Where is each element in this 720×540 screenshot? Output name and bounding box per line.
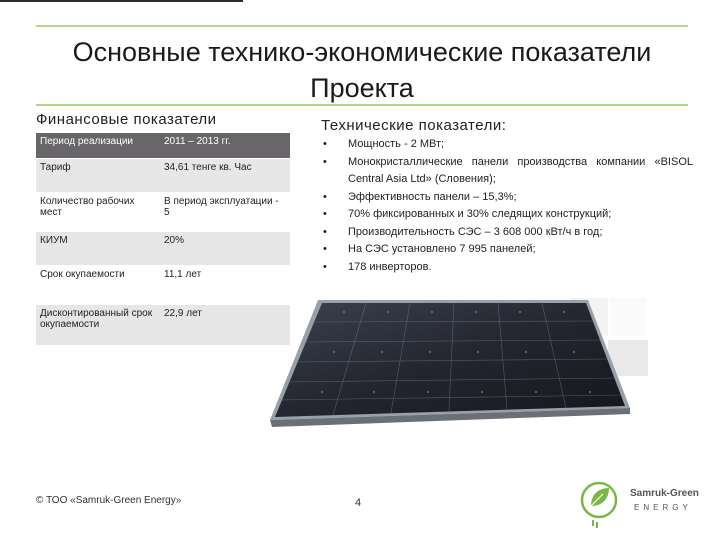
table-cell-label: КИУМ: [36, 232, 160, 266]
table-cell-value: В период эксплуатации - 5: [160, 193, 290, 232]
logo-name: Samruk-Green: [630, 488, 699, 499]
list-item-text: Монокристаллические панели производства компании «BISOL Central Asia Ltd» (Словения);: [348, 155, 693, 185]
list-item-text: 178 инверторов.: [348, 260, 432, 273]
footer-copyright: © ТОО «Samruk-Green Energy»: [36, 495, 182, 506]
list-item-text: Производительность СЭС – 3 608 000 кВт/ч в год;: [348, 225, 603, 238]
title-top-rule: [36, 25, 688, 27]
table-row: [36, 266, 290, 305]
list-item: [323, 189, 693, 207]
table-row: [36, 232, 290, 266]
bullet-icon: •: [323, 208, 327, 220]
page-number: 4: [355, 497, 362, 509]
table-row: [36, 159, 290, 193]
list-item: [323, 206, 693, 224]
bullet-icon: •: [323, 260, 327, 273]
table-cell-value: 20%: [160, 232, 290, 266]
table-header-cell: Период реализации: [36, 133, 160, 159]
table-header-row: [36, 133, 290, 159]
table-row: [36, 193, 290, 232]
list-item-text: Мощность - 2 МВт;: [348, 138, 445, 150]
list-item: [323, 136, 693, 154]
table-header-cell: 2011 – 2013 гг.: [160, 133, 290, 159]
technical-heading: Технические показатели:: [321, 117, 507, 134]
bullet-icon: •: [323, 155, 327, 168]
table-cell-label: Тариф: [36, 159, 160, 193]
table-cell-value: 22,9 лет: [160, 305, 290, 346]
list-item: [323, 241, 693, 259]
list-item-text: На СЭС установлено 7 995 панелей;: [348, 243, 536, 255]
list-item: [323, 154, 693, 189]
list-item-text: Эффективность панели – 15,3%;: [348, 190, 517, 203]
table-cell-value: 11,1 лет: [160, 266, 290, 305]
list-item: [323, 224, 693, 242]
bullet-icon: •: [323, 243, 327, 255]
bullet-icon: •: [323, 225, 327, 238]
table-cell-value: 34,61 тенге кв. Час: [160, 159, 290, 193]
list-item: [323, 259, 693, 277]
solar-panel-image: [270, 300, 630, 460]
page-title: Основные технико-экономические показатели Проекта: [72, 37, 652, 103]
samruk-green-logo: [577, 470, 697, 530]
financial-table: [36, 133, 290, 346]
table-cell-label: Дисконтированный срок окупаемости: [36, 305, 160, 346]
table-cell-label: Срок окупаемости: [36, 266, 160, 305]
technical-list: [323, 136, 693, 276]
bullet-icon: •: [323, 138, 327, 150]
bullet-icon: •: [323, 190, 327, 203]
top-decor-line: [0, 0, 243, 2]
title-bottom-rule: [36, 104, 688, 106]
list-item-text: 70% фиксированных и 30% следящих конструкций;: [348, 208, 612, 220]
table-row: [36, 305, 290, 346]
table-cell-label: Количество рабочих мест: [36, 193, 160, 232]
logo-subtitle: ENERGY: [634, 503, 692, 512]
financial-heading: Финансовые показатели: [36, 111, 217, 128]
